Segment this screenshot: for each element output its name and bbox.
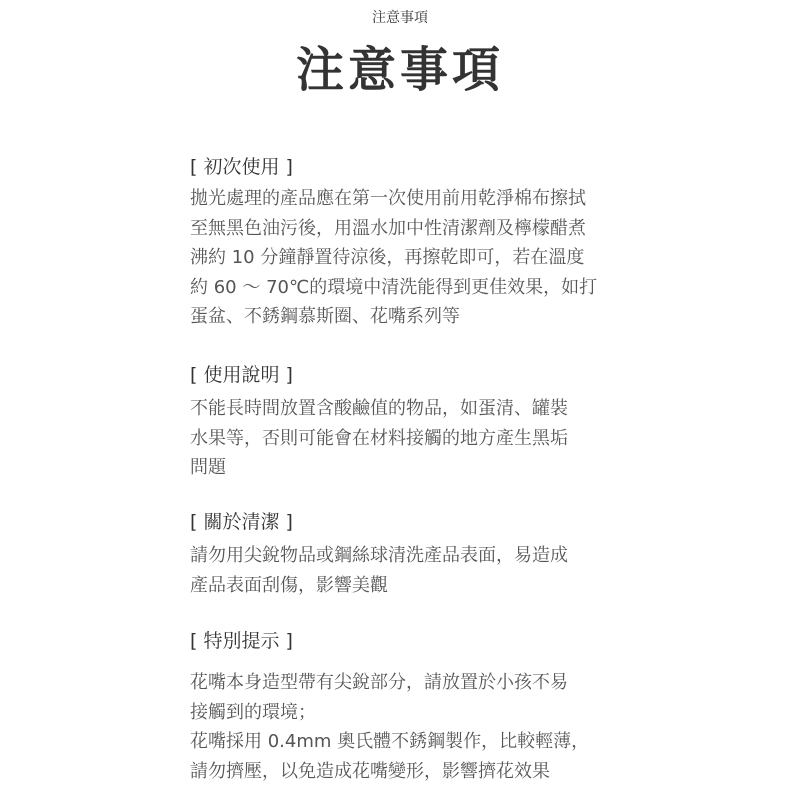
text-line: 請勿用尖銳物品或鋼絲球清洗產品表面，易造成: [190, 545, 568, 566]
section-heading-first-use: [ 初次使用 ]: [190, 156, 293, 178]
text-line: 產品表面刮傷，影響美觀: [190, 574, 388, 596]
text-line: 水果等，否則可能會在材料接觸的地方產生黑垢: [190, 427, 568, 449]
page-title: 注意事項: [295, 42, 504, 98]
text-line: 請勿擠壓，以免造成花嘴變形，影響擠花效果: [190, 760, 550, 782]
section-body-first-use: [190, 184, 597, 332]
text-line: 接觸到的環境；: [190, 701, 316, 723]
page-caption: 注意事項: [372, 10, 428, 26]
text-line: 花嘴採用 0.4mm 奧氏體不銹鋼製作，比較輕薄，: [190, 731, 590, 752]
text-line: 約 60 ～ 70℃的環境中清洗能得到更佳效果，如打: [190, 276, 598, 298]
section-heading-usage: [ 使用說明 ]: [190, 364, 293, 386]
section-body-usage: [190, 394, 568, 483]
text-line: 花嘴本身造型帶有尖銳部分，請放置於小孩不易: [190, 672, 568, 693]
section-body-cleaning: [190, 541, 568, 600]
text-line: 至無黑色油污後，用溫水加中性清潔劑及檸檬醋煮: [190, 217, 586, 239]
section-heading-special-notes: [ 特別提示 ]: [190, 630, 293, 652]
text-line: 問題: [190, 457, 226, 478]
section-heading-cleaning: [ 關於清潔 ]: [190, 511, 293, 533]
text-line: 不能長時間放置含酸鹼值的物品，如蛋清、罐裝: [190, 398, 568, 419]
text-line: 拋光處理的產品應在第一次使用前用乾淨棉布擦拭: [190, 188, 586, 209]
text-line: 沸約 10 分鐘靜置待涼後，再擦乾即可，若在溫度: [190, 247, 585, 268]
section-body-special-notes: [190, 668, 589, 786]
text-line: 蛋盆、不銹鋼慕斯圈、花嘴系列等: [190, 306, 460, 327]
